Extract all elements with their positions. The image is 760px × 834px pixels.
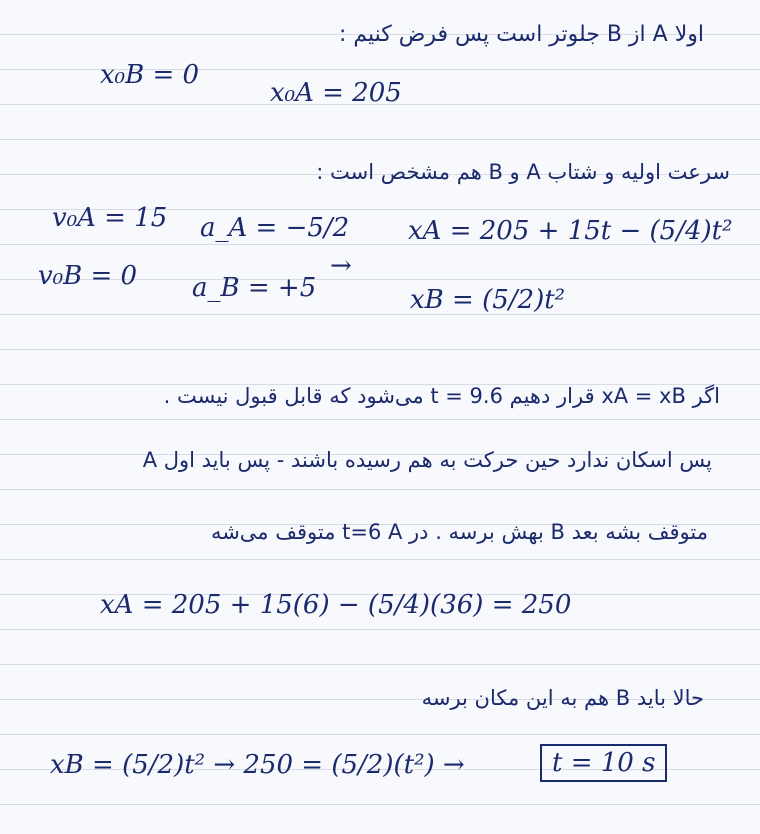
line-3: x₀A = 205 xyxy=(270,78,402,108)
line-16: xB = (5/2)t² → 250 = (5/2)(t²) → xyxy=(50,750,465,780)
line-4: سرعت اولیه و شتاب A و B هم مشخص است : xyxy=(316,160,730,184)
arrow-1: → xyxy=(330,251,352,281)
line-6: a_A = −5/2 xyxy=(200,213,350,243)
line-11: اگر xA = xB قرار دهیم t = 9.6 می‌شود که قابل قبول نیست . xyxy=(163,384,720,408)
line-7: xA = 205 + 15t − (5/4)t² xyxy=(408,216,733,246)
line-13: متوقف بشه بعد B بهش برسه . در t=6 A متوقف می‌شه xyxy=(210,520,708,544)
line-12: پس اسکان ندارد حین حرکت به هم رسیده باشند - پس باید اول A xyxy=(142,448,712,472)
line-5: v₀A = 15 xyxy=(52,203,168,233)
answer-box: t = 10 s xyxy=(540,744,667,782)
line-8: v₀B = 0 xyxy=(38,261,138,291)
line-1: اولا A از B جلوتر است پس فرض کنیم : xyxy=(338,22,704,47)
line-14: xA = 205 + 15(6) − (5/4)(36) = 250 xyxy=(100,590,572,620)
line-15: حالا باید B هم به این مکان برسه xyxy=(421,686,704,710)
line-9: a_B = +5 xyxy=(192,273,317,303)
line-10: xB = (5/2)t² xyxy=(410,285,566,315)
line-2: x₀B = 0 xyxy=(100,60,200,90)
